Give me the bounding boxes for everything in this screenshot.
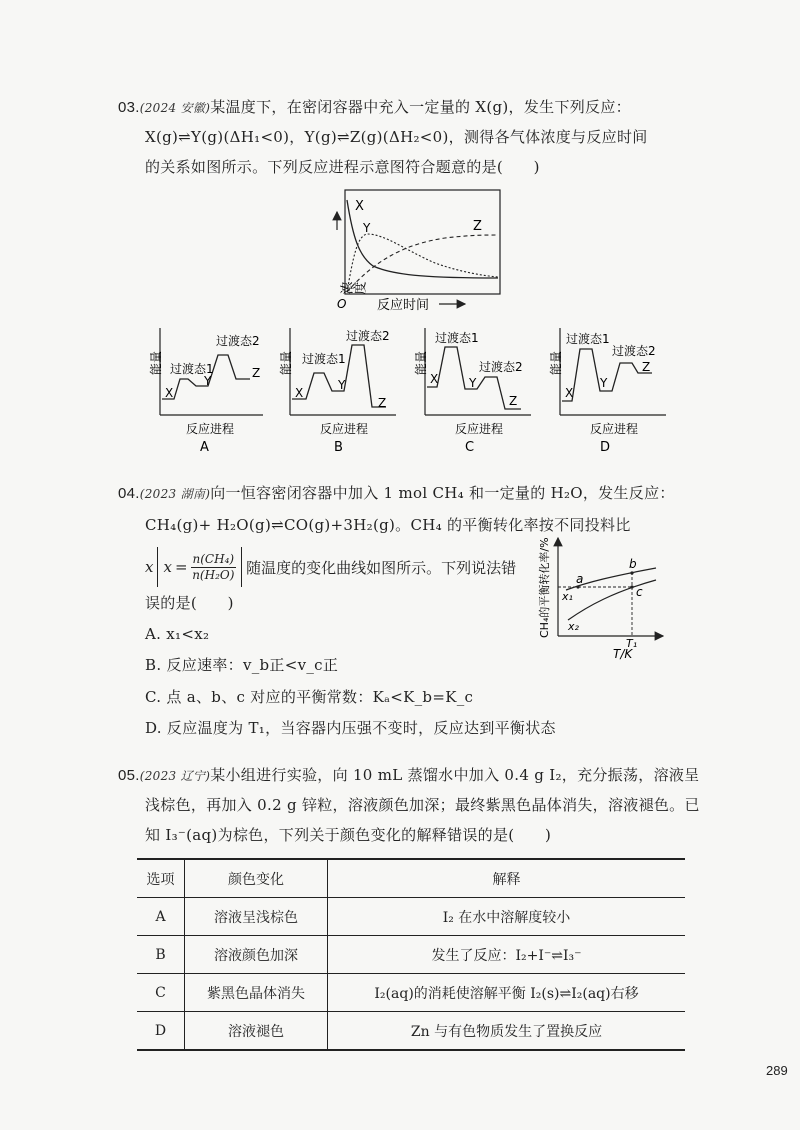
q04-stem-line2: CH₄(g)+ H₂O(g)⇌CO(g)+3H₂(g)。CH₄ 的平衡转化率按不同投料比: [145, 516, 631, 534]
svg-text:反应进程: 反应进程: [590, 422, 639, 436]
svg-text:反应进程: 反应进程: [320, 422, 369, 436]
svg-text:X: X: [430, 372, 439, 386]
q03-label-z: Z: [473, 219, 482, 234]
svg-text:过渡态1: 过渡态1: [566, 332, 610, 346]
q04-stem-line4: 误的是( ): [145, 594, 234, 612]
svg-text:能量: 能量: [279, 350, 293, 375]
svg-text:Z: Z: [252, 366, 261, 380]
q04-number: 04.: [118, 485, 140, 502]
table-header-row: [137, 859, 685, 898]
q04-option-a: A. x₁<x₂: [145, 625, 210, 643]
table-row: A 溶液呈浅棕色 I₂ 在水中溶解度较小: [137, 898, 685, 936]
svg-text:能量: 能量: [549, 350, 563, 375]
q05-options-table: [137, 858, 685, 1051]
svg-text:过渡态1: 过渡态1: [435, 331, 479, 345]
q03-option-a: [138, 323, 268, 458]
q04-stem-line3: x x = $\frac{\text{n(CH₄)}}{\text{n(H₂O)}}$ 随温度的变化曲线如图所示。下列说法错: [145, 546, 516, 588]
svg-text:能量: 能量: [414, 350, 428, 375]
q03-source: (2024 安徽): [139, 101, 211, 115]
q04-conversion-graph: [528, 530, 668, 660]
svg-text:反应进程: 反应进程: [186, 422, 235, 436]
table-header-option: 选项: [137, 859, 185, 898]
q03-label-x: X: [355, 199, 364, 214]
table-header-color-change: 颜色变化: [185, 859, 328, 898]
svg-text:X: X: [565, 386, 574, 400]
svg-text:Z: Z: [378, 396, 387, 410]
table-row: D 溶液褪色 Zn 与有色物质发生了置换反应: [137, 1012, 685, 1051]
q04-frac-num: n(CH₄): [192, 551, 235, 566]
svg-text:过渡态2: 过渡态2: [612, 344, 656, 358]
q05-stem-line2: 浅棕色，再加入 0.2 g 锌粒，溶液颜色加深；最终紫黑色晶体消失，溶液褪色。已: [145, 796, 700, 814]
q04-frac-den: n(H₂O): [192, 567, 235, 582]
q04-curve-x2: [568, 580, 656, 620]
q03-stem-line2: X(g)⇌Y(g)(ΔH₁<0)，Y(g)⇌Z(g)(ΔH₂<0)，测得各气体浓度与反应时间: [145, 128, 648, 146]
q04-point-b: b: [629, 557, 637, 571]
svg-text:反应进程: 反应进程: [455, 422, 504, 436]
q04-stem-line1: 04.(2023 湖南)向一恒容密闭容器中加入 1 mol CH₄ 和一定量的 H₂O，发生反应：: [118, 484, 675, 502]
q04-option-d: D. 反应温度为 T₁，当容器内压强不变时，反应达到平衡状态: [145, 719, 556, 737]
q04-tick-t1: T₁: [626, 637, 638, 650]
q04-xlabel: T/K: [613, 647, 633, 660]
svg-text:Y: Y: [600, 376, 608, 390]
svg-text:过渡态1: 过渡态1: [170, 362, 214, 376]
q03-concentration-graph: [325, 188, 505, 313]
q03-option-d-letter: D: [600, 440, 611, 455]
table-header-explanation: 解释: [328, 859, 686, 898]
q03-option-c: [403, 323, 538, 458]
svg-text:过渡态2: 过渡态2: [216, 334, 260, 348]
q03-option-a-letter: A: [200, 440, 209, 455]
q03-origin: O: [337, 297, 347, 311]
page-number: 289: [766, 1063, 788, 1078]
q04-source: (2023 湖南): [139, 487, 211, 501]
svg-text:过渡态1: 过渡态1: [302, 352, 346, 366]
q03-curve-x: [347, 200, 498, 278]
q04-curve-x2-label: x₂: [568, 620, 579, 633]
q04-point-a: a: [576, 572, 584, 586]
q03-option-b: [268, 323, 403, 458]
svg-text:过渡态2: 过渡态2: [479, 360, 523, 374]
q03-option-b-letter: B: [334, 440, 343, 455]
svg-text:能量: 能量: [149, 350, 163, 375]
svg-text:Z: Z: [642, 360, 651, 374]
q03-ylabel: 浓度: [340, 282, 366, 298]
q04-ratio-bracket: x = $\frac{\text{n(CH₄)}}{\text{n(H₂O)}}$: [157, 547, 242, 587]
q04-curve-x1-label: x₁: [562, 590, 573, 603]
q04-ylabel: CH₄的平衡转化率/%: [538, 537, 551, 638]
svg-text:Y: Y: [469, 376, 477, 390]
q03-stem-line1: 03.(2024 安徽)某温度下，在密闭容器中充入一定量的 X(g)，发生下列反应：: [118, 98, 631, 116]
q05-stem-line1: 05.(2023 辽宁)某小组进行实验，向 10 mL 蒸馏水中加入 0.4 g I₂，充分振荡，溶液呈: [118, 766, 700, 784]
table-row: B 溶液颜色加深 发生了反应：I₂+I⁻⇌I₃⁻: [137, 936, 685, 974]
svg-text:Z: Z: [509, 394, 518, 408]
q03-number: 03.: [118, 99, 140, 116]
q04-option-b: B. 反应速率：v_b正<v_c正: [145, 656, 339, 674]
q03-option-c-letter: C: [465, 440, 475, 455]
q03-label-y: Y: [363, 221, 371, 235]
table-row: C 紫黑色晶体消失 I₂(aq)的消耗使溶解平衡 I₂(s)⇌I₂(aq)右移: [137, 974, 685, 1012]
svg-text:过渡态2: 过渡态2: [346, 329, 390, 343]
q03-stem-line3: 的关系如图所示。下列反应进程示意图符合题意的是( ): [145, 158, 540, 176]
svg-text:Y: Y: [204, 374, 212, 388]
q04-option-c: C. 点 a、b、c 对应的平衡常数：Kₐ<K_b=K_c: [145, 688, 474, 706]
q03-option-d: [538, 323, 673, 458]
svg-text:X: X: [165, 386, 174, 400]
q04-point-c: c: [636, 585, 643, 599]
svg-text:Y: Y: [338, 378, 346, 392]
svg-text:X: X: [295, 386, 304, 400]
q05-stem-line3: 知 I₃⁻(aq)为棕色，下列关于颜色变化的解释错误的是( ): [145, 826, 552, 844]
q03-xlabel: 反应时间: [377, 298, 430, 313]
q05-source: (2023 辽宁): [139, 769, 211, 783]
q05-number: 05.: [118, 767, 140, 784]
